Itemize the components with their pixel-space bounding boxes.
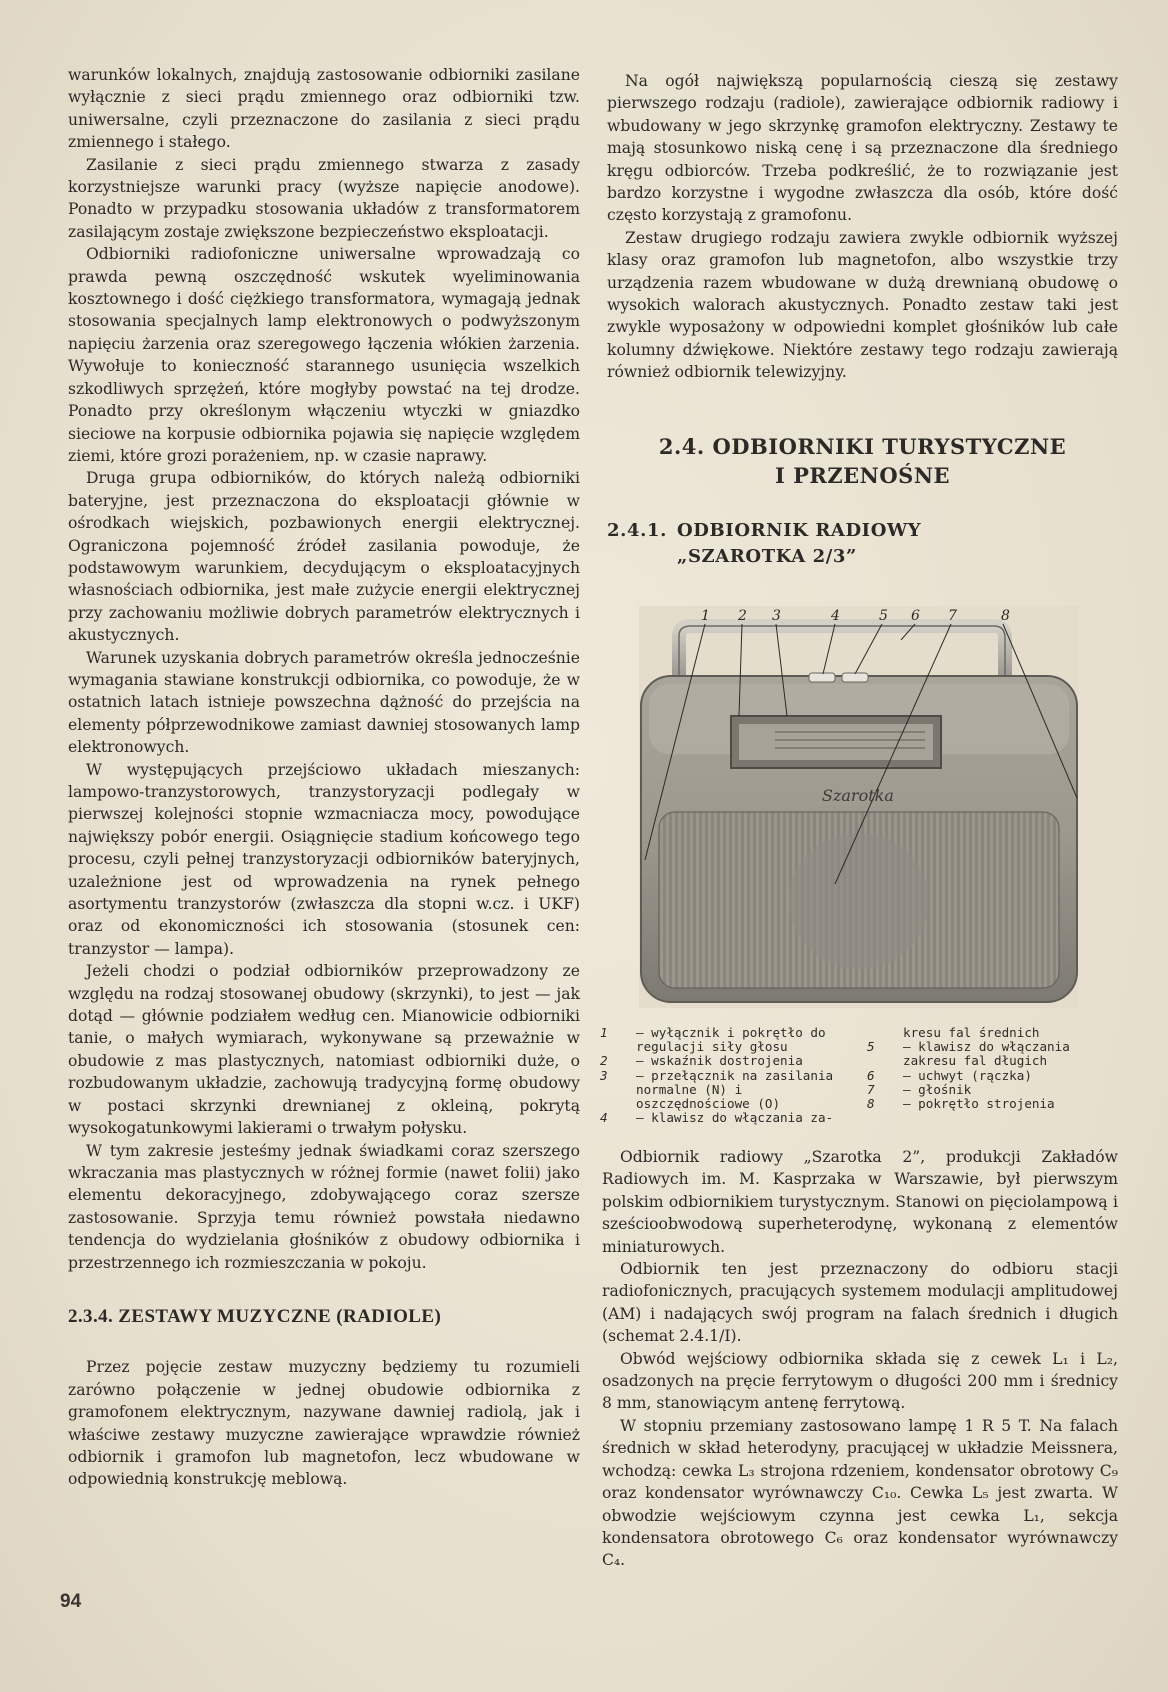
caption-item	[600, 1111, 853, 1125]
caption-text: — wskaźnik dostrojenia	[636, 1053, 803, 1069]
paragraph: Na ogół największą popularnością cieszą się zestawy pierwszego rodzaju (radiole), zawierające odbiornik radiowy i wbudowany w jego skrzynkę gramofon elektryczny. Zestawy te mają stosunkowo niską cenę i są przeznaczone dla średniego kręgu odbiorców. Trzeba podkreślić, że to rozwiązanie jest bardzo korzystne i wygodne zwłaszcza dla osób, które dość często korzystają z gramofonu.	[607, 72, 1118, 225]
caption-right	[867, 1026, 1120, 1125]
caption-number: 4	[600, 1110, 608, 1126]
paragraph: Odbiornik radiowy „Szarotka 2”, produkcji Zakładów Radiowych im. M. Kasprzaka w Warszawie, był pierwszym polskim odbiornikiem turystycznym. Stanowi on pięciolampową i sześcioobwodową superheterodynę, wykonaną z elementów miniaturowych.	[602, 1148, 1118, 1256]
caption-item	[600, 1026, 853, 1054]
paragraph: Przez pojęcie zestaw muzyczny będziemy tu rozumieli zarówno połączenie w jednej obudowie odbiornika z gramofonem elektrycznym, nazywane dawniej radiolą, jak i właściwe zestawy muzyczne zawierające wprawdzie również odbiornik i gramofon lub magnetofon, lecz wbudowane w odpowiednią konstrukcję meblową.	[68, 1358, 580, 1489]
caption-text: — pokrętło strojenia	[903, 1096, 1055, 1112]
page-number: 94	[60, 1591, 82, 1612]
caption-text: — głośnik	[903, 1081, 972, 1097]
paragraph: W stopniu przemiany zastosowano lampę 1 R 5 T. Na falach średnich w skład heterodyny, pracującej w układzie Meissnera, wchodzą: cewka L₃ strojona rdzeniem, kondensator obrotowy C₉ oraz kondensator wyrównawczy C₁₀. Cewka L₅ jest zwarta. W obwodzie wejściowym czynna jest cewka L₁, sekcja kondensatora obrotowego C₆ oraz kondensator wyrównawczy C₄.	[602, 1416, 1118, 1570]
callout-number: 8	[1001, 608, 1010, 624]
right-column-bottom	[602, 1146, 1118, 1572]
callout-number: 6	[911, 608, 920, 624]
caption-number: 1	[600, 1025, 608, 1040]
callout-number: 2	[738, 608, 747, 624]
caption-continuation: kresu fal średnich	[903, 1025, 1040, 1040]
section-heading-2-3-4: 2.3.4. ZESTAWY MUZYCZNE (RADIOLE)	[68, 1305, 442, 1327]
radio-photo	[639, 606, 1079, 1008]
callout-number: 3	[772, 608, 781, 624]
paragraph: Odbiornik ten jest przeznaczony do odbioru stacji radiofonicznych, pracujących systemem modulacji amplitudowej (AM) i nadających swój program na falach średnich i długich (schemat 2.4.1/I).	[602, 1260, 1118, 1346]
caption-text: — wyłącznik i pokrętło do regulacji siły głosu	[636, 1025, 826, 1055]
caption-item	[867, 1069, 1120, 1083]
left-column	[68, 64, 580, 1491]
callout-number: 1	[701, 608, 710, 624]
caption-text: — uchwyt (rączka)	[903, 1067, 1032, 1083]
photo-caption	[600, 1026, 1120, 1125]
paragraph: W tym zakresie jesteśmy jednak świadkami coraz szerszego wkraczania mas plastycznych w różnej formie (nawet folii) jako elementu dekoracyjnego, zdobywającego coraz szersze zastosowanie. Sprzyja temu również powstała niedawno tendencja do wydzielania głośników z obudowy odbiornika i przestrzennego ich rozmieszczania w pokoju.	[68, 1141, 580, 1272]
caption-number: 7	[867, 1081, 875, 1097]
caption-number: 5	[867, 1039, 875, 1055]
paragraph: Jeżeli chodzi o podział odbiorników przeprowadzony ze względu na rodzaj stosowanej obudowy (skrzynki), to jest — jak dotąd — głównie podziałem według cen. Mianowicie odbiorniki tanie, o małych wymiarach, wykonywane są przeważnie w obudowie z mas plastycznych, natomiast odbiorniki duże, o rozbudowanym układzie, zachowują tradycyjną formę obudowy w postaci skrzynki drewnianej z okleiną, pokrytą wysokogatunkowymi lakierami o trwałym połysku.	[68, 962, 580, 1138]
section-heading-line: 2.4. ODBIORNIKI TURYSTYCZNE	[658, 433, 1067, 459]
callout-number: 5	[879, 608, 888, 624]
paragraph: Obwód wejściowy odbiornika składa się z cewek L₁ i L₂, osadzonych na pręcie ferrytowym o długości 200 mm i średnicy 8 mm, stanowiącym antenę ferrytową.	[602, 1349, 1118, 1413]
band-button-lw	[842, 673, 868, 682]
paragraph: Zestaw drugiego rodzaju zawiera zwykle odbiornik wyższej klasy oraz gramofon lub magnetofon, albo wszystkie trzy urządzenia razem wbudowane w dużą drewnianą obudowę o wysokich walorach akustycznych. Ponadto zestaw taki jest zwykle wyposażony w odpowiedni komplet głośników lub całe kolumny dźwiękowe. Niektóre zestawy tego rodzaju zawierają również odbiornik telewizyjny.	[607, 228, 1118, 382]
section-heading-line: I PRZENOŚNE	[774, 462, 951, 488]
caption-text: — klawisz do włączania zakresu fal długich	[903, 1039, 1070, 1069]
callout-number: 4	[831, 608, 840, 624]
speaker	[789, 833, 929, 969]
caption-number: 3	[600, 1067, 608, 1083]
subsection-title-line: „SZAROTKA 2/3”	[677, 545, 858, 567]
brand-logo: Szarotka	[822, 786, 894, 805]
caption-item	[867, 1097, 1120, 1111]
caption-item	[867, 1040, 1120, 1068]
paragraph: W występujących przejściowo układach mieszanych: lampowo-tranzystorowych, tranzystoryzacji podlegały w pierwszej kolejności stopnie wzmacniacza mocy, powodujące największy pobór energii. Osiągnięcie stadium końcowego tego procesu, czyli pełnej tranzystoryzacji odbiorników bateryjnych, uzależnione jest od wprowadzenia na rynek pełnego asortymentu tranzystorów (zwłaszcza dla stopni w.cz. i UKF) oraz od ekonomiczności ich stosowania (stosunek cen: tranzystor — lampa).	[68, 760, 580, 958]
subsection-number: 2.4.1.	[607, 519, 667, 541]
callout-number: 7	[948, 608, 957, 624]
caption-item	[600, 1054, 853, 1068]
paragraph: Odbiorniki radiofoniczne uniwersalne wprowadzają co prawda pewną oszczędność wskutek wyeliminowania kosztownego i dość ciężkiego transformatora, wymagają jednak stosowania specjalnych lamp elektronowych o podwyższonym napięciu żarzenia oraz szeregowego łączenia włókien żarzenia. Wywołuje to konieczność starannego usunięcia wszelkich szkodliwych sprzężeń, które mogłyby powstać na tej drodze. Ponadto przy określonym włączeniu wtyczki w gniazdko sieciowe na korpusie odbiornika pojawia się napięcie względem ziemi, które grozi porażeniem, np. w czasie naprawy.	[68, 245, 580, 465]
caption-number: 2	[600, 1053, 608, 1069]
caption-text: — przełącznik na zasilania normalne (N) i oszczędnościowe (O)	[636, 1067, 834, 1112]
caption-left	[600, 1026, 853, 1125]
caption-item	[600, 1069, 853, 1112]
paragraph: Druga grupa odbiorników, do których należą odbiorniki bateryjne, jest przeznaczona do eksploatacji głównie w ośrodkach wiejskich, pozbawionych energii elektrycznej. Ograniczona pojemność źródeł zasilania powoduje, że podstawowym warunkiem, decydującym o eksploatacyjnych własnościach odbiornika, jest małe zużycie energii elektrycznej przy zachowaniu możliwie dobrych parametrów elektrycznych i akustycznych.	[68, 469, 580, 645]
subsection-title-line: ODBIORNIK RADIOWY	[677, 519, 922, 541]
subsection-title	[677, 518, 1118, 570]
caption-number: 6	[867, 1067, 875, 1083]
section-heading-2-4	[607, 432, 1118, 490]
paragraph: warunków lokalnych, znajdują zastosowanie odbiorniki zasilane wyłącznie z sieci prądu zmiennego oraz odbiorniki tzw. uniwersalne, czyli przeznaczone do zasilania z sieci prądu zmiennego i stałego.	[68, 66, 580, 152]
paragraph: Zasilanie z sieci prądu zmiennego stwarza z zasady korzystniejsze warunki pracy (wyższe napięcie anodowe). Ponadto w przypadku stosowania układów z transformatorem zasilającym zostaje zwiększone bezpieczeństwo eksploatacji.	[68, 155, 580, 241]
caption-number: 8	[867, 1096, 875, 1112]
right-column-top	[607, 70, 1118, 570]
paragraph: Warunek uzyskania dobrych parametrów określa jednocześnie wymagania stawiane konstrukcji odbiornika, co powoduje, że w ostatnich latach istnieje powszechna dążność do przejścia na elementy półprzewodnikowe zamiast dawniej stosowanych lamp elektronowych.	[68, 648, 580, 757]
subsection-heading-2-4-1	[607, 518, 1118, 570]
caption-item	[867, 1083, 1120, 1097]
band-button-mw	[809, 673, 835, 682]
caption-text: — klawisz do włączania za-	[636, 1110, 834, 1126]
